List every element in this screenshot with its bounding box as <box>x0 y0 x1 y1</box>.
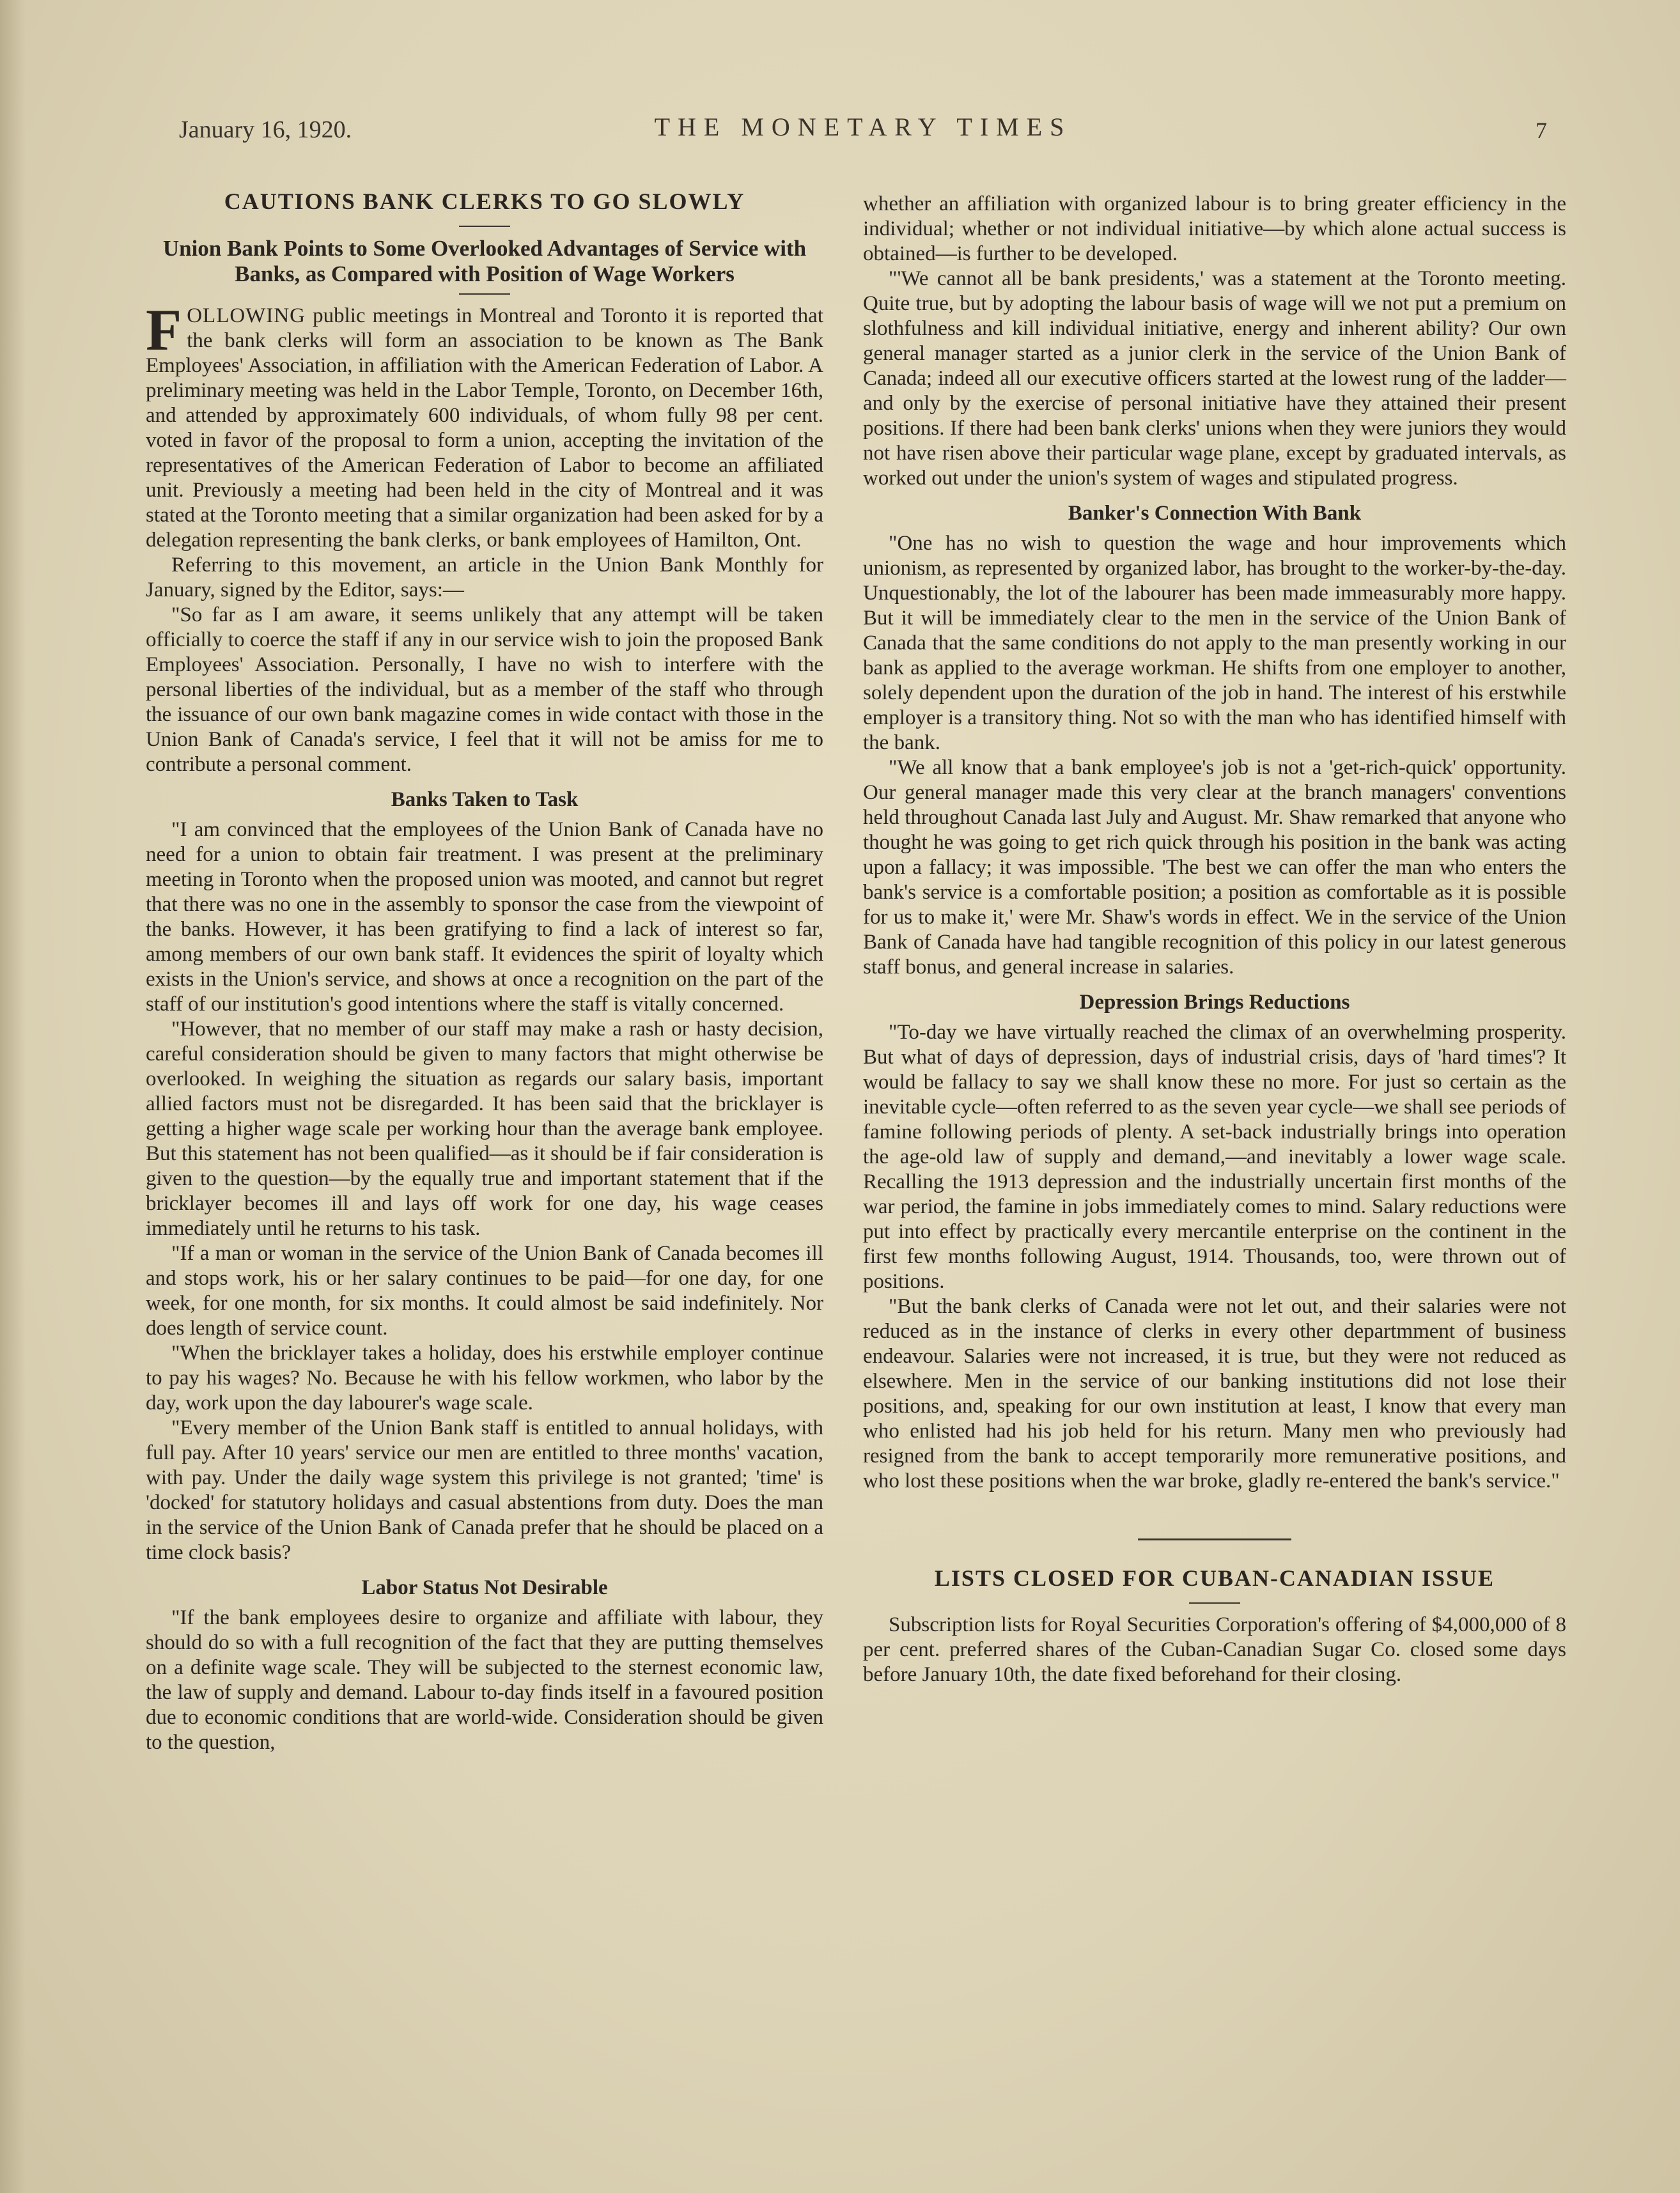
paragraph: "However, that no member of our staff may make a rash or hasty decision, careful consideration should be given to many factors that might otherwise be overlooked. In weighing the situation as regards our salary basis, important allied factors must not be disregarded. It has been said that the bricklayer is getting a higher wage scale per working hour than the average bank employee. But this statement has not been qualified—as it should be if fair consideration is given to the question—by the equally true and important statement that if the bricklayer becomes ill and lays off work for one day, his wage ceases immediately until he returns to his task. <box>146 1018 823 1240</box>
right-column <box>863 192 1566 1687</box>
subheading: Labor Status Not Desirable <box>361 1576 608 1599</box>
page-number: 7 <box>1536 118 1547 143</box>
subheading: Depression Brings Reductions <box>1079 991 1350 1014</box>
article-deck: Union Bank Points to Some Overlooked Advantages of Service with Banks, as Compared with Position of Wage Workers <box>162 236 807 286</box>
paragraph: "Every member of the Union Bank staff is entitled to annual holidays, with full pay. After 10 years' service our men are entitled to three months' vacation, with pay. Under the daily wage system this privilege is not granted; 'time' is 'docked' for statutory holidays and casual abstentions from duty. Does the man in the service of the Union Bank of Canada prefer that he should be placed on a time clock basis? <box>146 1416 823 1564</box>
paragraph: "When the bricklayer takes a holiday, does his erstwhile employer continue to pay his wages? No. Because he with his fellow workmen, who labor by the day, work upon the day labourer's wage scale. <box>146 1342 823 1414</box>
paragraph: whether an affiliation with organized labour is to bring greater efficiency in the individual; whether or not individual initiative—by which alone actual success is obtained—is further to be developed. <box>863 192 1566 265</box>
article2-title-rule <box>1189 1602 1240 1604</box>
left-column <box>146 179 823 1755</box>
issue-date: January 16, 1920. <box>179 116 352 143</box>
article2-title: LISTS CLOSED FOR CUBAN-CANADIAN ISSUE <box>934 1565 1495 1591</box>
paragraph: "If the bank employees desire to organize and affiliate with labour, they should do so with a full recognition of the fact that they are putting themselves on a definite wage scale. They will be subjected to the sternest economic law, the law of supply and demand. Labour to-day finds itself in a favoured position due to economic conditions that are world-wide. Consideration should be given to the question, <box>146 1606 823 1754</box>
lead-text: public meetings in Montreal and Toronto it is reported that the bank clerks will form an association to be known as The Bank Employees' Association, in affiliation with the American Federation of Labor. A preliminary meeting was held in the Labor Temple, Toronto, on December 16th, and attended by approximately 600 individuals, of whom fully 98 per cent. voted in favor of the proposal to form a union, accepting the invitation of the representatives of the American Federation of Labor to become an affiliated unit. Previously a meeting had been held in the city of Montreal and it was stated at the Toronto meeting that a similar organization had been asked for by a delegation representing the bank clerks, or bank employees of Hamilton, Ont. <box>146 304 823 552</box>
paragraph: "To-day we have virtually reached the climax of an overwhelming prosperity. But what of days of depression, days of industrial crisis, days of 'hard times'? It would be fallacy to say we shall know these no more. For just so certain as the inevitable cycle—often referred to as the seven year cycle—we shall see periods of famine following periods of plenty. A set-back industrially brings into operation the age-old law of supply and demand,—and inevitably a lower wage scale. Recalling the 1913 depression and the industrially uncertain first months of the war period, the famine in jobs immediately comes to mind. Salary reductions were put into effect by practically every mercantile enterprise on the continent in the first few months following August, 1914. Thousands, too, were thrown out of positions. <box>863 1021 1566 1293</box>
lead-paragraph <box>146 297 823 553</box>
masthead: THE MONETARY TIMES <box>654 112 1072 141</box>
page-header <box>179 112 1547 157</box>
paragraph: "'We cannot all be bank presidents,' was a statement at the Toronto meeting. Quite true, but by adopting the labour basis of wage will we not put a premium on slothfulness and kill individual initiative, energy and inherent ability? Our own general manager started as a junior clerk in the service of the Union Bank of Canada; indeed all our executive officers started at the lowest rung of the ladder—and only by the exercise of personal initiative have they attained their present positions. If there had been bank clerks' unions when they were juniors they would not have risen above their particular wage plane, except by graduated intervals, as worked out under the union's system of wages and stipulated progress. <box>863 267 1566 490</box>
deck-rule <box>459 293 510 295</box>
paragraph: "So far as I am aware, it seems unlikely that any attempt will be taken officially to coerce the staff if any in our service wish to join the proposed Bank Employees' Association. Personally, I have no wish to interfere with the personal liberties of the individual, but as a member of the staff who through the issuance of our own bank magazine comes in wide contact with those in the Union Bank of Canada's service, I feel that it will not be amiss for me to contribute a personal comment. <box>146 603 823 776</box>
title-rule <box>459 226 510 227</box>
paragraph: "We all know that a bank employee's job is not a 'get-rich-quick' opportunity. Our general manager made this very clear at the branch managers' conventions held throughout Canada last July and August. Mr. Shaw remarked that anyone who thought he was going to get rich quick through his position in the bank was acting upon a fallacy; it was impossible. 'The best we can offer the man who enters the bank's service is a comfortable position; a position as comfortable as it is possible for us to make it,' were Mr. Shaw's words in effect. We in the service of the Union Bank of Canada have had tangible recognition of this policy in our latest generous staff bonus, and general increase in salaries. <box>863 756 1566 979</box>
article2-body: Subscription lists for Royal Securities Corporation's offering of $4,000,000 of 8 per cent. preferred shares of the Cuban-Canadian Sugar Co. closed some days before January 10th, the date fixed beforehand for their closing. <box>863 1613 1566 1686</box>
subheading: Banker's Connection With Bank <box>1068 502 1362 525</box>
paragraph: Referring to this movement, an article in the Union Bank Monthly for January, signed by the Editor, says:— <box>146 554 823 601</box>
paragraph: "But the bank clerks of Canada were not let out, and their salaries were not reduced as in the instance of clerks in every other departmment of business endeavour. Salaries were not increased, it is true, but they were not reduced as elsewhere. Men in the service of our banking institutions did not lose their positions, and, speaking for our own institution at least, I know that every man who enlisted had his job held for his return. Many men who previously had resigned from the bank to accept temporarily more remunerative positions, and who lost these positions when the war broke, gladly re-entered the bank's service." <box>863 1295 1566 1492</box>
section-divider <box>1138 1538 1291 1540</box>
lead-first-word: OLLOWING <box>187 304 306 327</box>
subheading: Banks Taken to Task <box>391 788 579 811</box>
article-title: CAUTIONS BANK CLERKS TO GO SLOWLY <box>224 189 745 214</box>
paragraph: "One has no wish to question the wage and hour improvements which unionism, as represented by organized labor, has brought to the worker-by-the-day. Unquestionably, the lot of the labourer has been made immeasurably more happy. But it will be immediately clear to the men in the service of the Union Bank of Canada that the same conditions do not apply to the man presently working in our bank as applied to the average workman. He shifts from one employer to another, solely dependent upon the duration of the job in hand. The interest of his erstwhile employer is a transitory thing. Not so with the man who has identified himself with the bank. <box>863 532 1566 754</box>
page-edge-shadow <box>0 0 26 2193</box>
paragraph: "I am convinced that the employees of the Union Bank of Canada have no need for a union to obtain fair treatment. I was present at the preliminary meeting in Toronto when the proposed union was mooted, and cannot but regret that there was no one in the assembly to sponsor the case from the viewpoint of the banks. However, it has been gratifying to find a lack of interest so far, among members of our own bank staff. It evidences the spirit of loyalty which exists in the Union's service, and shows at once a recognition on the part of the staff of our institution's good intentions where the staff is vitally concerned. <box>146 818 823 1016</box>
drop-cap: F <box>146 297 182 362</box>
paragraph: "If a man or woman in the service of the Union Bank of Canada becomes ill and stops work, his or her salary continues to be paid—for one day, for one week, for one month, for six months. It could almost be said indefinitely. Nor does length of service count. <box>146 1242 823 1340</box>
